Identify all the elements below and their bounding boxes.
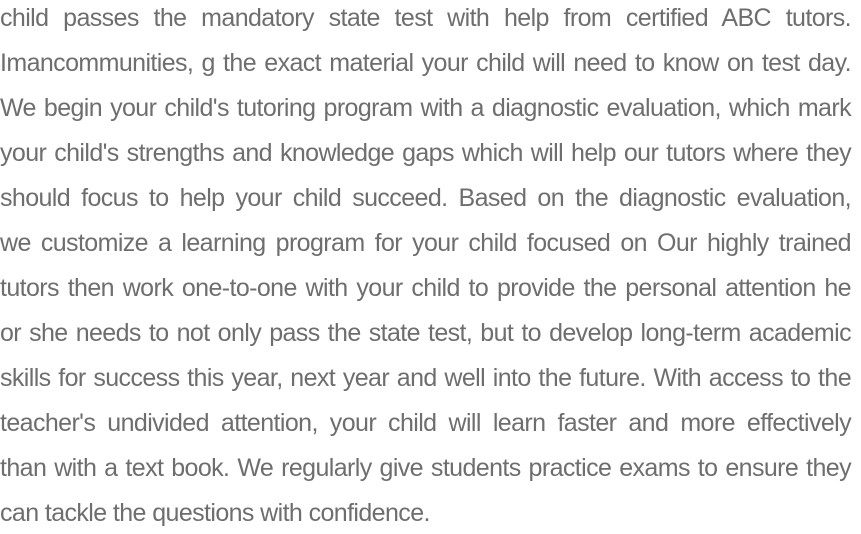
paragraph-line-11: than with a text book. We regularly give students practice exams to ensure they [0,454,851,482]
paragraph-line-3: We begin your child's tutoring program with a diagnostic evaluation, which mark [0,94,851,122]
paragraph-line-2: Imancommunities, g the exact material your child will need to know on test day. [0,49,851,77]
paragraph-line-12: can tackle the questions with confidence. [0,499,430,527]
paragraph-line-6: we customize a learning program for your child focused on Our highly trained [0,229,851,257]
paragraph-line-10: teacher's undivided attention, your child will learn faster and more effectively [0,409,851,437]
paragraph-line-8: or she needs to not only pass the state test, but to develop long-term academic [0,319,851,347]
paragraph-line-4: your child's strengths and knowledge gaps which will help our tutors where they [0,139,851,167]
paragraph-line-1: child passes the mandatory state test with help from certified ABC tutors. [0,4,851,32]
paragraph-line-5: should focus to help your child succeed. Based on the diagnostic evaluation, [0,184,851,212]
paragraph-line-9: skills for success this year, next year and well into the future. With access to the [0,364,851,392]
paragraph-line-7: tutors then work one-to-one with your child to provide the personal attention he [0,274,851,302]
